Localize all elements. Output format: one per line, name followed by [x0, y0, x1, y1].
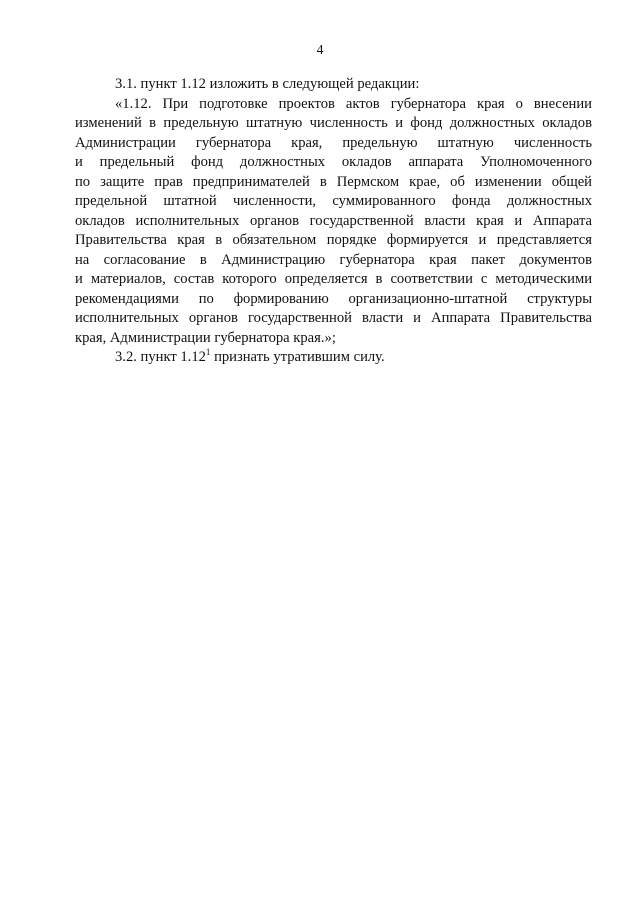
paragraph-3-2 — [75, 348, 592, 368]
paragraph-3-1-intro: 3.1. пункт 1.12 изложить в следующей редакции: — [115, 76, 420, 92]
document-body — [75, 75, 592, 368]
page-number: 4 — [316, 43, 324, 58]
superscript-index: 1 — [205, 347, 211, 358]
text-line: по защите прав предпринимателей в Пермском крае, об изменении общей — [75, 173, 592, 190]
text-line: Администрации губернатора края, предельную штатную численность — [75, 134, 592, 151]
text-line: исполнительных органов государственной власти и Аппарата Правительства — [75, 310, 592, 326]
text-line: Правительства края в обязательном порядке формируется и представляется — [75, 232, 592, 248]
text-line: предельной штатной численности, суммированного фонда должностных — [75, 193, 592, 209]
text-line: края, Администрации губернатора края.»; — [75, 329, 336, 346]
text-line: и предельный фонд должностных окладов аппарата Уполномоченного — [75, 154, 592, 170]
text-line: рекомендациями по формированию организационно-штатной структуры — [75, 290, 592, 307]
paragraph-1-12-quote — [75, 95, 592, 349]
text-line: на согласование в Администрацию губернатора края пакет документов — [75, 251, 592, 268]
text-line: «1.12. При подготовке проектов актов губернатора края о внесении — [115, 95, 592, 112]
text-line: изменений в предельную штатную численность и фонд должностных окладов — [75, 115, 592, 131]
text-line: окладов исполнительных органов государственной власти края и Аппарата — [75, 212, 592, 229]
text-line: и материалов, состав которого определяется в соответствии с методическими — [75, 271, 592, 287]
paragraph-3-2-after: признать утратившим силу. — [210, 349, 385, 365]
paragraph-3-2-before: 3.2. пункт 1.12 — [115, 349, 206, 365]
